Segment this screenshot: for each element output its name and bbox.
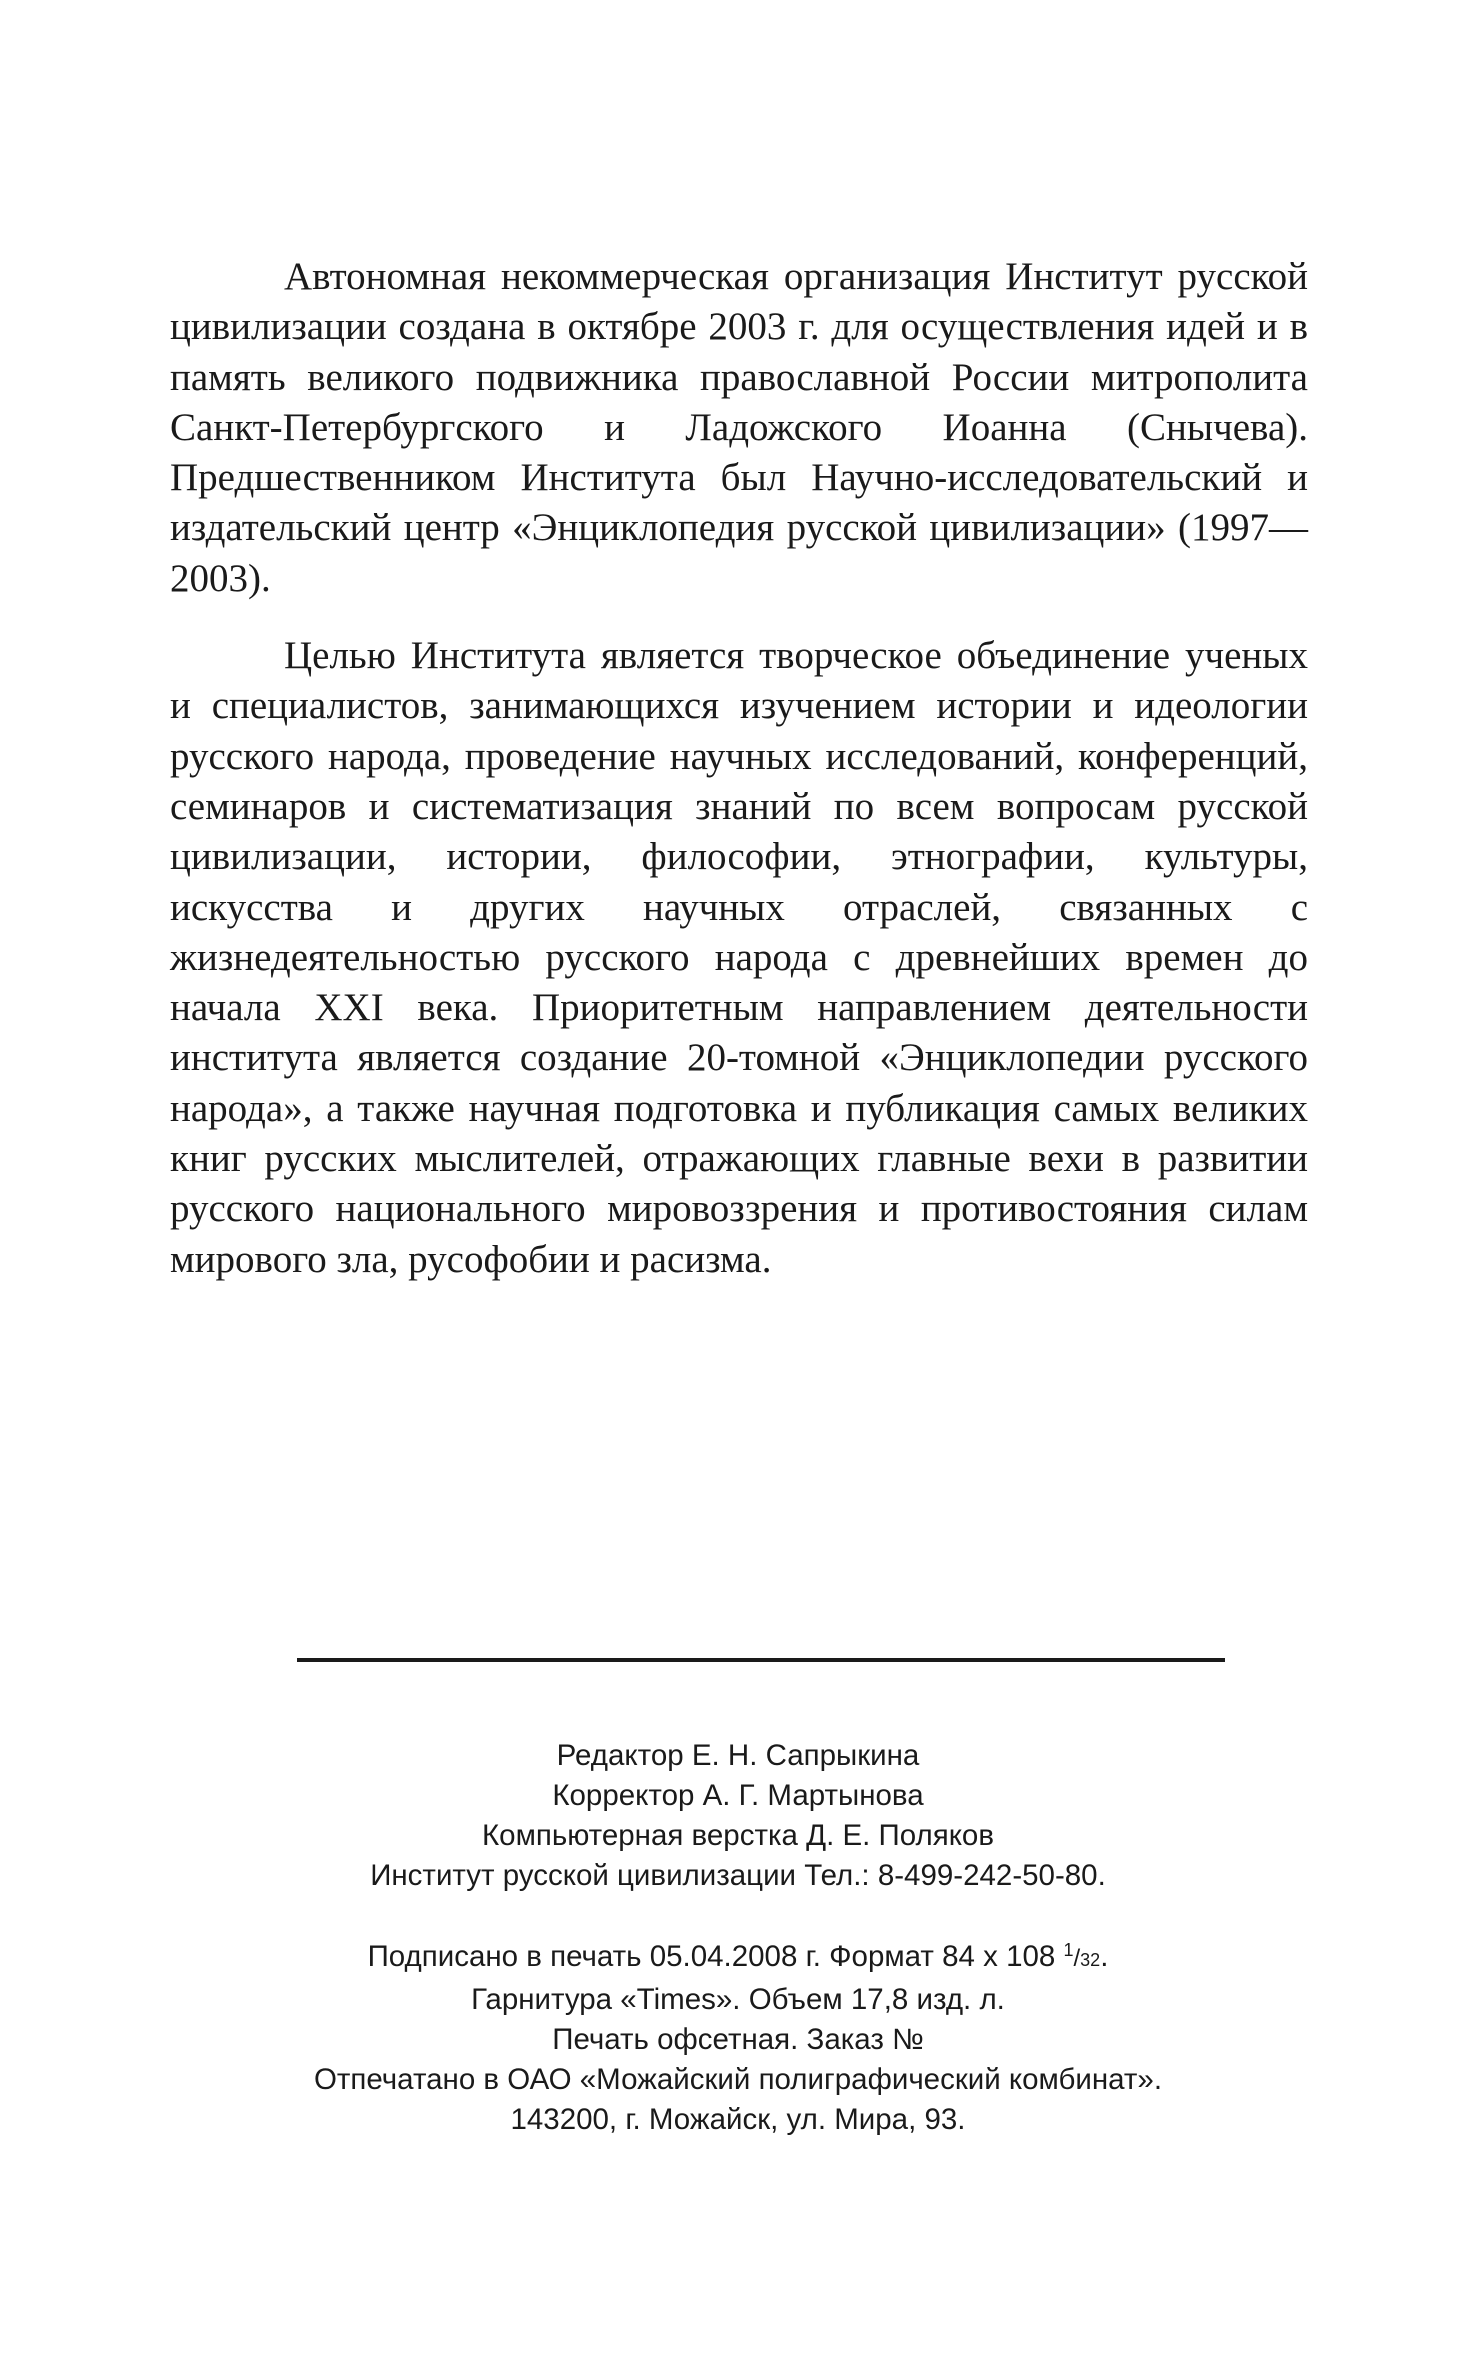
layout-line: Компьютерная верстка Д. Е. Поляков <box>481 1819 995 1852</box>
typeface-line: Гарнитура «Times». Объем 17,8 изд. л. <box>471 1983 1005 2016</box>
credits-block <box>0 1736 1476 1896</box>
printing-block <box>0 1930 1476 2140</box>
separator-line <box>297 1658 1225 1662</box>
paragraph-institute-goals: Целью Института является творческое объединение ученых и специалистов, занимающихся изучением истории и идеологии русского народа, проведение научных исследований, конференций, семинаров и систематизация знаний по всем вопросам русской цивилизации, истории, философии, этнографии, культуры, искусства и других научных отраслей, связанных с жизнедеятельностью русского народа с древнейших времен до начала XXI века. Приоритетным направлением деятельности института является создание 20-томной «Энциклопедии русского народа», а также научная подготовка и публикация самых великих книг русских мыслителей, отражающих главные вехи в развитии русского национального мировоззрения и противостояния силам мирового зла, русофобии и расизма. <box>170 634 1308 1281</box>
institute-phone-line: Институт русской цивилизации Тел.: 8-499-242-50-80. <box>370 1859 1106 1892</box>
format-slash: / <box>1073 1945 1081 1972</box>
address-line: 143200, г. Можайск, ул. Мира, 93. <box>510 2103 966 2136</box>
signed-to-print-line <box>0 1930 1476 1980</box>
printer-line: Отпечатано в ОАО «Можайский полиграфический комбинат». <box>313 2063 1163 2096</box>
signed-text: Подписано в печать 05.04.2008 г. Формат 84 х 108 <box>367 1940 1064 1973</box>
main-text <box>170 252 1308 1285</box>
format-denominator: 32 <box>1080 1950 1101 1970</box>
format-numerator: 1 <box>1063 1940 1074 1960</box>
proofreader-line: Корректор А. Г. Мартынова <box>552 1779 924 1812</box>
order-line: Печать офсетная. Заказ № <box>552 2023 924 2056</box>
signed-suffix: . <box>1100 1940 1109 1973</box>
editor-line: Редактор Е. Н. Сапрыкина <box>556 1739 920 1772</box>
paragraph-institute-history: Автономная некоммерческая организация Институт русской цивилизации создана в октябре 2003 г. для осуществления идей и в память великого подвижника православной России митрополита Санкт-Петербургского и Ладожского Иоанна (Снычева). Предшественником Института был Научно-исследовательский и издательский центр «Энциклопедия русской цивилизации» (1997—2003). <box>170 255 1308 600</box>
